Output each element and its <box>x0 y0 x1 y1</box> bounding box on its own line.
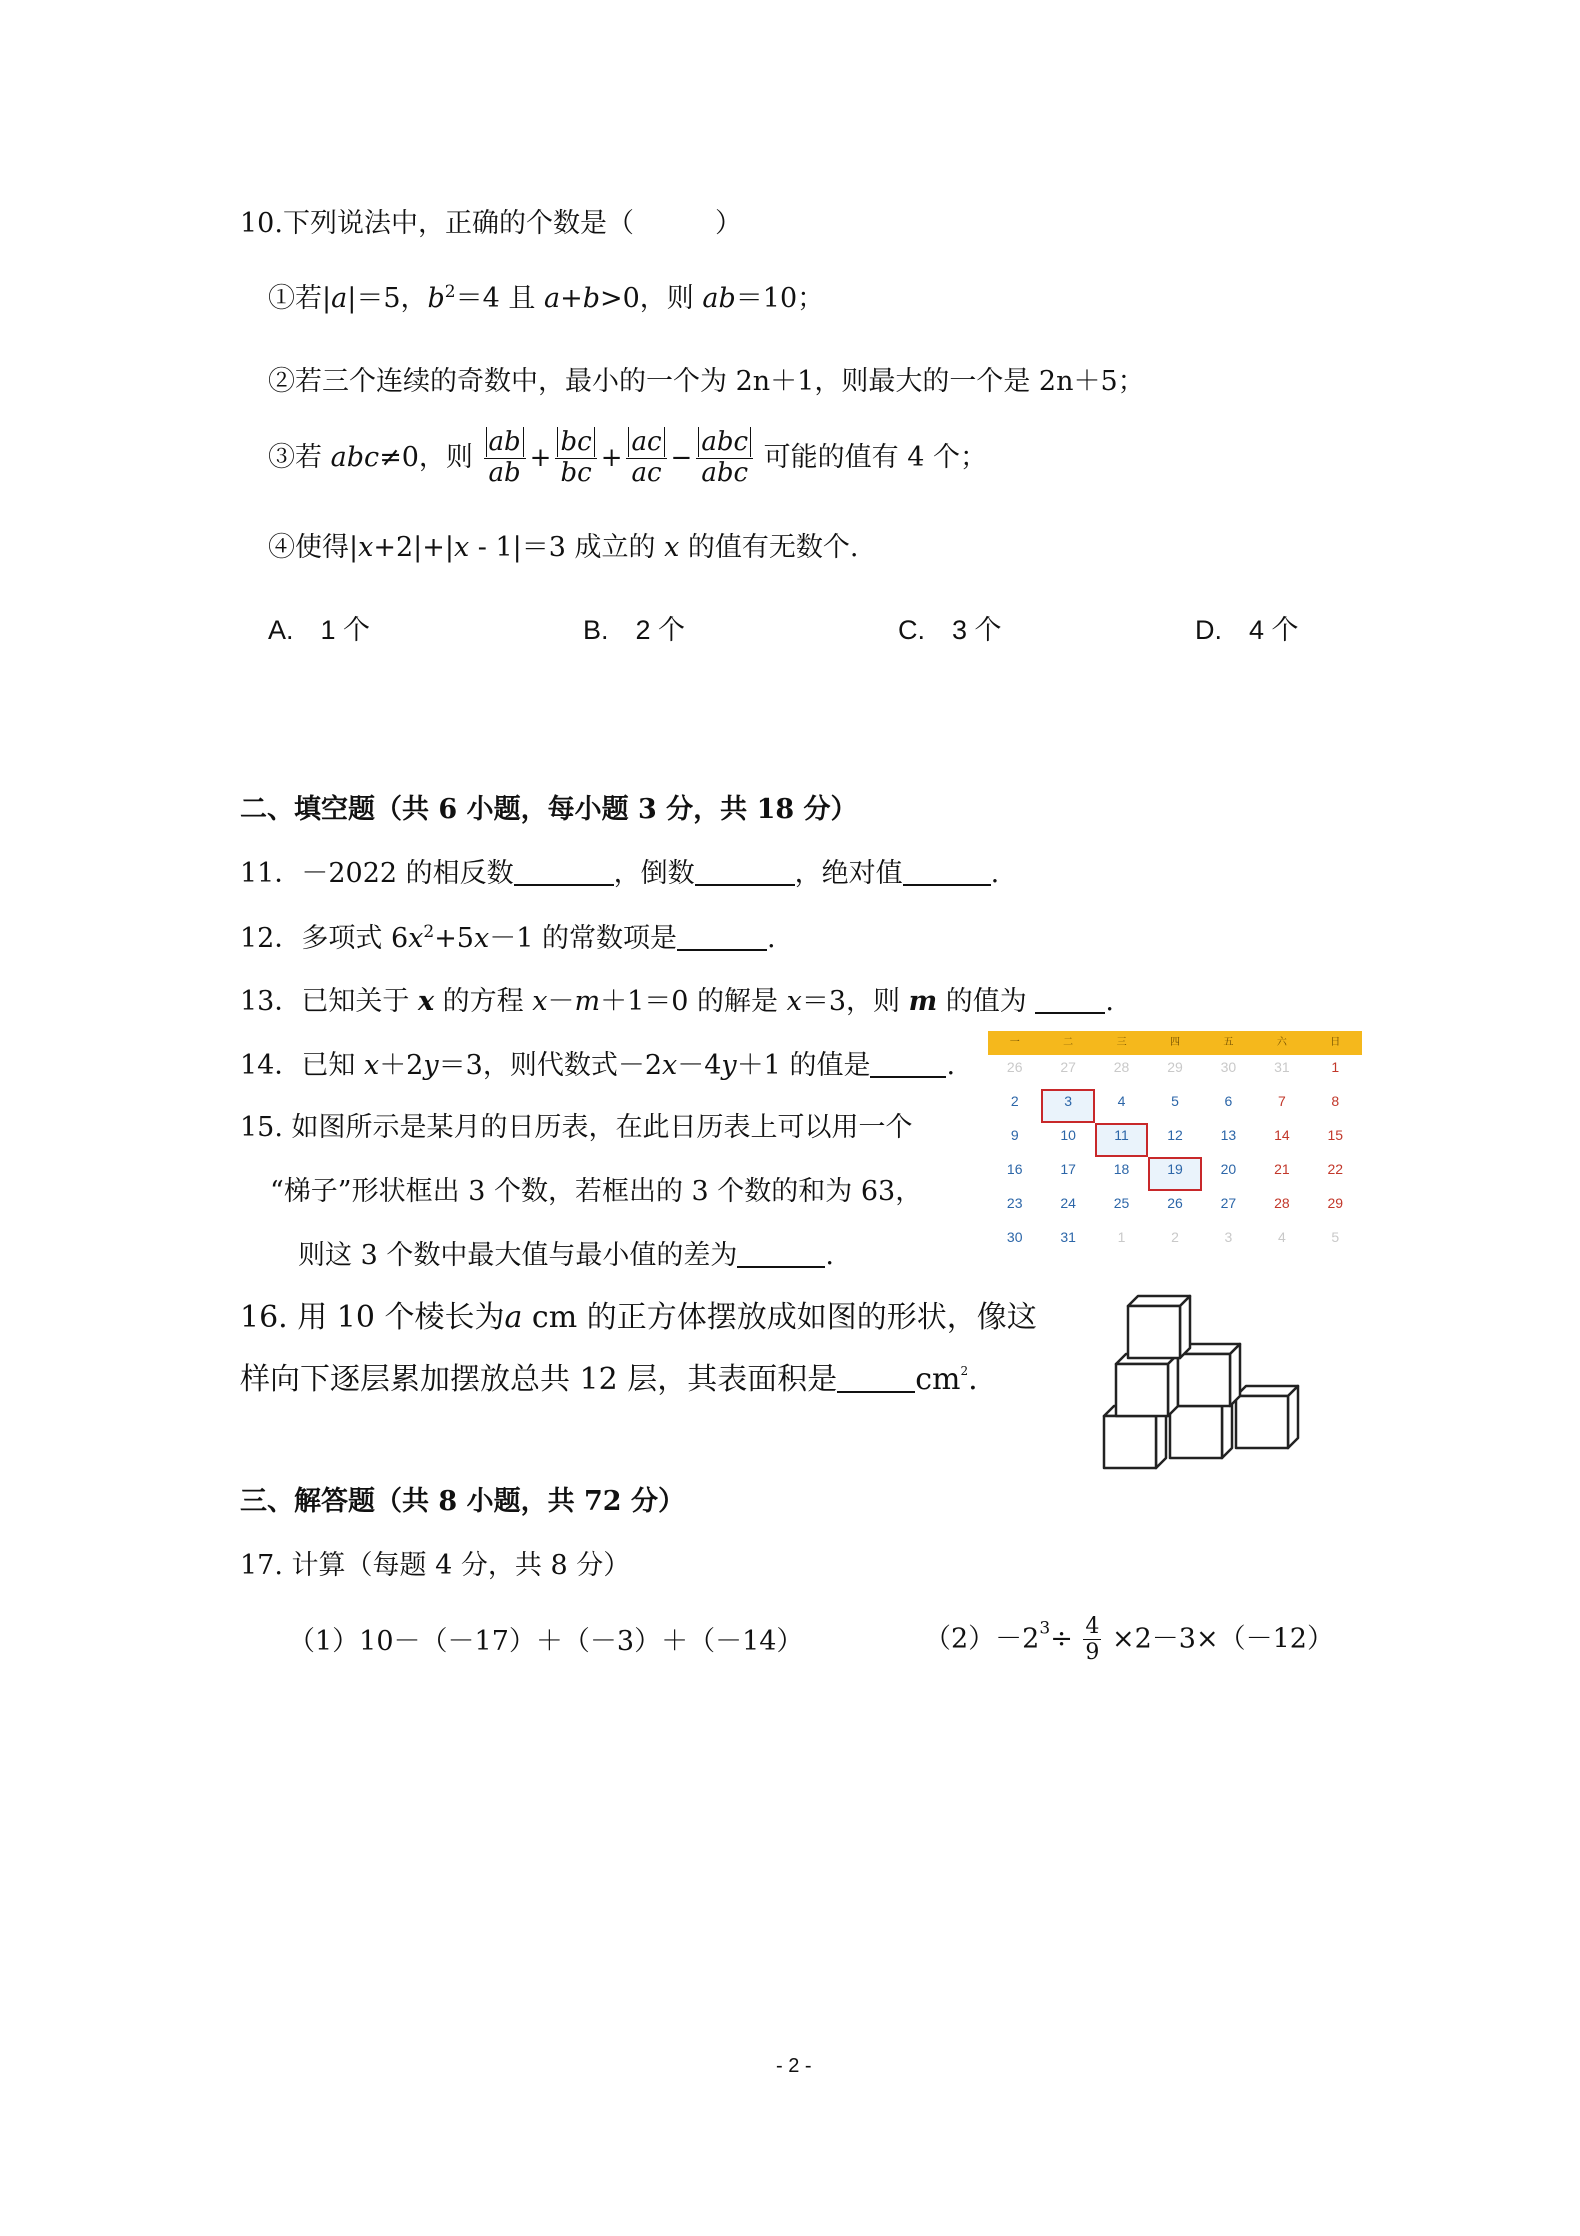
calendar-day-number: 5 <box>1171 1093 1179 1109</box>
calendar-day <box>988 1123 1041 1157</box>
calendar-day <box>1309 1089 1362 1123</box>
answer-blank[interactable] <box>695 858 795 886</box>
calendar-day-number: 19 <box>1167 1161 1183 1177</box>
calendar-day <box>1041 1089 1094 1123</box>
calendar-weekday: 五 <box>1223 1037 1234 1048</box>
calendar-day-number: 25 <box>1113 1195 1130 1211</box>
calendar-day-number: 29 <box>1167 1059 1183 1075</box>
calendar-day <box>1041 1123 1094 1157</box>
q11: 11．－2022 的相反数 ，倒数 ，绝对值 . <box>240 858 1000 889</box>
fraction-abc: $\frac{\text{abc}}{\text{abc}}$ <box>696 428 753 489</box>
calendar-day-number: 11 <box>1114 1127 1129 1143</box>
calendar-day <box>1148 1157 1201 1191</box>
calendar-grid <box>988 1055 1362 1259</box>
q15-line-1: 15. 如图所示是某月的日历表，在此日历表上可以用一个 <box>240 1112 913 1143</box>
calendar-day-number: 31 <box>1274 1059 1290 1075</box>
calendar-weekday: 一 <box>1009 1037 1020 1048</box>
q10-stem: 10.下列说法中，正确的个数是（ ） <box>240 208 742 239</box>
q12: 12．多项式 $6x^2+5x-1$ 的常数项是 . <box>240 922 776 954</box>
calendar-day-number: 6 <box>1224 1093 1233 1109</box>
calendar-day-number: 8 <box>1331 1093 1340 1109</box>
section-3-heading: 三、解答题（共 8 小题，共 72 分） <box>240 1486 685 1517</box>
fraction-four-ninths: $\frac{4}{9}$ <box>1085 1614 1100 1666</box>
q13: 13．已知关于 x 的方程 x－m＋1＝0 的解是 x＝3，则 m 的值为 . <box>240 986 1114 1017</box>
calendar-day <box>988 1191 1041 1225</box>
calendar-day-number: 31 <box>1060 1229 1076 1245</box>
q17-part-1: （1）10－（－17）＋（－3）＋（－14） <box>288 1626 804 1657</box>
calendar-day-number: 20 <box>1220 1161 1237 1177</box>
answer-blank[interactable] <box>837 1365 915 1393</box>
calendar-day-number: 17 <box>1060 1161 1076 1177</box>
calendar-day-number: 4 <box>1117 1093 1126 1109</box>
calendar-day <box>1309 1191 1362 1225</box>
calendar-day-number: 26 <box>1167 1195 1183 1211</box>
calendar-day-number: 30 <box>1220 1059 1237 1075</box>
calendar-weekday: 二 <box>1063 1037 1074 1048</box>
q16-line-2: 样向下逐层累加摆放总共 12 层，其表面积是 $cm^2$. <box>240 1362 978 1397</box>
calendar-day-number: 2 <box>1010 1093 1019 1109</box>
cube <box>1128 1296 1190 1358</box>
q16-line-1: 16. 用 10 个棱长为a cm 的正方体摆放成如图的形状，像这 <box>240 1300 1037 1335</box>
calendar-day-number: 29 <box>1327 1195 1344 1211</box>
calendar-day <box>1309 1225 1362 1259</box>
calendar-day-number: 21 <box>1274 1161 1290 1177</box>
answer-blank[interactable] <box>1035 986 1105 1014</box>
calendar-day <box>1202 1157 1255 1191</box>
calendar-day-number: 28 <box>1113 1059 1130 1075</box>
calendar-weekday: 日 <box>1330 1037 1341 1048</box>
calendar-day-number: 15 <box>1327 1127 1344 1143</box>
calendar-day <box>1309 1157 1362 1191</box>
calendar-day-number: 28 <box>1274 1195 1290 1211</box>
calendar-day <box>1309 1055 1362 1089</box>
q17-stem: 17. 计算（每题 4 分，共 8 分） <box>240 1550 631 1581</box>
calendar-figure <box>988 1031 1362 1259</box>
choice-d[interactable]: D. 4 个 <box>1195 615 1299 645</box>
calendar-day <box>988 1225 1041 1259</box>
calendar-day-number: 9 <box>1010 1127 1019 1143</box>
answer-blank[interactable] <box>514 858 614 886</box>
calendar-day-number: 1 <box>1331 1059 1340 1075</box>
answer-blank[interactable] <box>737 1240 825 1268</box>
calendar-day <box>1095 1089 1148 1123</box>
calendar-day <box>1148 1191 1201 1225</box>
fraction-ab: $\frac{ab}{ab}$ <box>484 428 526 489</box>
calendar-day-number: 2 <box>1171 1229 1179 1245</box>
calendar-day <box>1095 1157 1148 1191</box>
cube <box>1116 1354 1178 1416</box>
calendar-day <box>1202 1225 1255 1259</box>
choice-a[interactable]: A. 1 个 <box>268 615 371 645</box>
calendar-weekday-header <box>988 1031 1362 1055</box>
calendar-day <box>1202 1055 1255 1089</box>
calendar-day <box>1255 1157 1308 1191</box>
calendar-day <box>1095 1225 1148 1259</box>
calendar-day <box>1095 1123 1148 1157</box>
calendar-day <box>1148 1123 1201 1157</box>
calendar-day <box>1041 1055 1094 1089</box>
calendar-day <box>1095 1191 1148 1225</box>
calendar-weekday: 三 <box>1116 1037 1127 1048</box>
calendar-day-number: 22 <box>1327 1161 1344 1177</box>
calendar-day <box>1255 1123 1308 1157</box>
calendar-day <box>1148 1225 1201 1259</box>
calendar-day <box>1095 1055 1148 1089</box>
calendar-day-number: 1 <box>1117 1229 1126 1245</box>
calendar-day <box>1041 1157 1094 1191</box>
answer-blank[interactable] <box>677 923 767 951</box>
calendar-day-number: 4 <box>1277 1229 1286 1245</box>
q10-statement-4: ④使得|x+2|+|x - 1|＝3 成立的 x 的值有无数个. <box>268 532 859 563</box>
calendar-day-number: 16 <box>1006 1161 1023 1177</box>
q10-statement-3: ③若 abc≠0，则 $\frac{ab}{ab}$ + $\frac{bc}{bc}$ + $\frac{ac}{ac}$ − $\frac{\text{abc}}{\text{abc}}$ 可能的值有 4 个； <box>268 427 987 488</box>
calendar-weekday: 四 <box>1169 1037 1180 1048</box>
calendar-day-number: 27 <box>1220 1195 1237 1211</box>
calendar-day <box>1202 1191 1255 1225</box>
calendar-day-number: 14 <box>1274 1127 1290 1143</box>
answer-blank[interactable] <box>903 858 991 886</box>
calendar-day-number: 18 <box>1113 1161 1130 1177</box>
calendar-day <box>1255 1191 1308 1225</box>
calendar-day <box>1255 1055 1308 1089</box>
calendar-day <box>988 1055 1041 1089</box>
q10-statement-2: ②若三个连续的奇数中，最小的一个为 2n＋1，则最大的一个是 2n＋5； <box>268 366 1145 397</box>
calendar-day-number: 3 <box>1064 1093 1073 1109</box>
calendar-day-number: 7 <box>1277 1093 1286 1109</box>
calendar-day <box>1202 1123 1255 1157</box>
q14: 14．已知 x＋2y＝3，则代数式－2x－4y＋1 的值是 . <box>240 1050 956 1081</box>
cube <box>1178 1344 1240 1406</box>
calendar-day <box>988 1157 1041 1191</box>
q10-statement-1: ①若|a|＝5，$b^2=4$ 且 a+b>0，则 ab＝10； <box>268 282 825 314</box>
calendar-day <box>1202 1089 1255 1123</box>
calendar-day <box>1041 1191 1094 1225</box>
calendar-day-number: 10 <box>1060 1127 1076 1143</box>
calendar-day <box>1148 1055 1201 1089</box>
calendar-day-number: 24 <box>1060 1195 1076 1211</box>
calendar-day-number: 30 <box>1006 1229 1023 1245</box>
fraction-ac: $\frac{ac}{ac}$ <box>626 428 666 489</box>
calendar-day <box>1255 1225 1308 1259</box>
calendar-day-number: 27 <box>1060 1059 1076 1075</box>
choice-b[interactable]: B. 2 个 <box>583 615 686 645</box>
choice-c[interactable]: C. 3 个 <box>898 615 1002 645</box>
q15-line-3: 则这 3 个数中最大值与最小值的差为 . <box>298 1240 834 1271</box>
calendar-day-number: 13 <box>1220 1127 1237 1143</box>
q17-part-2: $(2)-2^3\div$ $\frac{4}{9}$ ×2－3×（－12） <box>924 1614 1334 1666</box>
section-2-heading: 二、填空题（共 6 小题，每小题 3 分，共 18 分） <box>240 794 858 825</box>
calendar-day-number: 3 <box>1224 1229 1233 1245</box>
calendar-day-number: 23 <box>1006 1195 1023 1211</box>
cube <box>1236 1386 1298 1448</box>
fraction-bc: $\frac{bc}{bc}$ <box>555 428 596 489</box>
calendar-day-number: 5 <box>1331 1229 1340 1245</box>
calendar-weekday: 六 <box>1276 1037 1287 1048</box>
cube-stack-figure <box>1100 1290 1320 1472</box>
calendar-day <box>988 1089 1041 1123</box>
calendar-day <box>1041 1225 1094 1259</box>
calendar-day-number: 26 <box>1006 1059 1023 1075</box>
calendar-day-number: 12 <box>1167 1127 1183 1143</box>
calendar-day <box>1148 1089 1201 1123</box>
calendar-day <box>1309 1123 1362 1157</box>
calendar-day <box>1255 1089 1308 1123</box>
answer-blank[interactable] <box>870 1050 946 1078</box>
q15-line-2: “梯子”形状框出 3 个数，若框出的 3 个数的和为 63， <box>270 1176 923 1207</box>
page-number: - 2 - <box>776 2055 812 2077</box>
